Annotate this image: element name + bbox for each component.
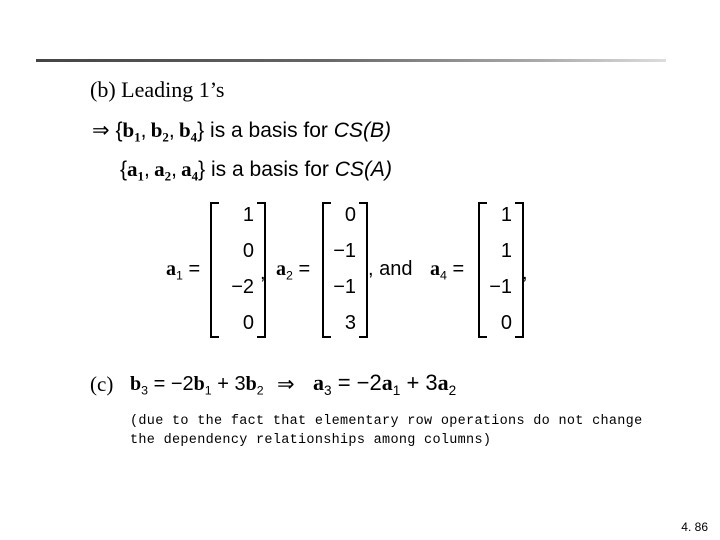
page-number: 4. 86 bbox=[681, 520, 708, 534]
vector-a4: $a_4$ bbox=[181, 157, 199, 184]
separator: , bbox=[522, 262, 528, 284]
vector-entry: −1 bbox=[333, 240, 356, 262]
basis-text: is a basis for bbox=[210, 119, 328, 142]
vector-entry: −1 bbox=[489, 276, 512, 298]
vector-a2-label: $a_2$ = bbox=[276, 258, 311, 283]
set-open-brace: { bbox=[120, 158, 128, 181]
set-close-brace: } bbox=[197, 119, 205, 142]
basis-text: is a basis for bbox=[211, 158, 329, 181]
vector-b1: $b_1$ bbox=[122, 118, 141, 145]
vector-b4: $b_4$ bbox=[178, 118, 198, 145]
set-open-brace: { bbox=[115, 119, 123, 142]
vector-entry: −1 bbox=[333, 276, 356, 298]
column-vector-a1 bbox=[210, 202, 266, 338]
vector-a1-label: $a_1$ = bbox=[166, 258, 201, 283]
vector-entry: 0 bbox=[344, 204, 356, 226]
vector-a1: $a_1$ bbox=[127, 157, 145, 184]
vector-entry: 0 bbox=[242, 240, 254, 262]
vector-entry: 3 bbox=[344, 312, 356, 334]
implies-symbol: ⇒ bbox=[277, 372, 295, 396]
vector-entry: 1 bbox=[500, 240, 512, 262]
implies-symbol: ⇒ bbox=[92, 118, 110, 142]
dependency-equation-b: $b_3 = -2b_1 + 3b_2$ bbox=[130, 373, 264, 398]
part-c-label: (c) bbox=[90, 372, 114, 396]
set-close-brace: } bbox=[198, 158, 206, 181]
separator-and: , and bbox=[368, 258, 413, 280]
vector-a4-label: $a_4$ = bbox=[430, 258, 465, 283]
title-divider bbox=[36, 59, 666, 62]
basis-statement-b: ⇒ {$b_1$, $b_2$, $b_4$} is a basis for CS(B) bbox=[92, 118, 391, 145]
vector-entry: 1 bbox=[500, 204, 512, 226]
basis-statement-a: {$a_1$, $a_2$, $a_4$} is a basis for CS(A) bbox=[120, 157, 392, 184]
vector-entry: 0 bbox=[500, 312, 512, 334]
vector-b2: $b_2$ bbox=[150, 118, 169, 145]
column-space-symbol: CS bbox=[334, 158, 364, 181]
column-vector-a2 bbox=[322, 202, 368, 338]
column-space-symbol: CS bbox=[333, 119, 363, 142]
vector-entry: 0 bbox=[242, 312, 254, 334]
dependency-equation-a: $a_3 = -2a_1 + 3a_2$ bbox=[313, 370, 457, 398]
vector-a2: $a_2$ bbox=[154, 157, 172, 184]
vector-entry: 1 bbox=[242, 204, 254, 226]
vector-entry: −2 bbox=[231, 276, 254, 298]
separator: , bbox=[260, 262, 266, 284]
explanatory-note: (due to the fact that elementary row operations do not change the dependency relationships among columns) bbox=[130, 414, 643, 448]
matrix-A: (A) bbox=[363, 158, 392, 181]
matrix-B: (B) bbox=[362, 119, 391, 142]
column-vector-a4 bbox=[478, 202, 524, 338]
part-b-heading: (b) Leading 1’s bbox=[90, 77, 225, 102]
